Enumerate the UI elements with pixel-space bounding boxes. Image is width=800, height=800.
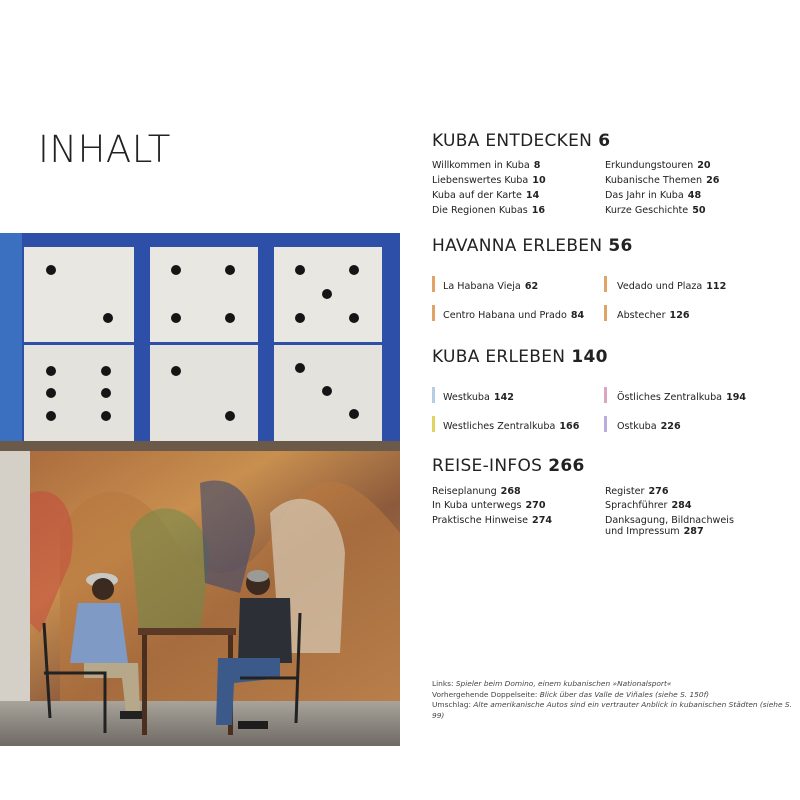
section-page: 56 — [608, 236, 633, 256]
section-page: 140 — [571, 347, 608, 367]
page-title: INHALT — [38, 128, 171, 171]
toc-entry[interactable]: Vedado und Plaza 112 — [617, 281, 727, 292]
toc-entry[interactable]: Kurze Geschichte 50 — [605, 205, 706, 216]
section-heading-kuba-erleben[interactable] — [432, 347, 608, 367]
toc-entry[interactable]: Liebenswertes Kuba 10 — [432, 175, 546, 186]
region-color-bar — [604, 416, 607, 432]
region-color-bar — [432, 305, 435, 321]
region-color-bar — [604, 276, 607, 292]
section-heading-kuba-entdecken[interactable] — [432, 131, 610, 151]
caption-line: Vorhergehende Doppelseite: Blick über das Valle de Viñales (siehe S. 150f) — [432, 689, 710, 699]
toc-entry[interactable]: Abstecher 126 — [617, 310, 690, 321]
region-color-bar — [432, 276, 435, 292]
section-page: 266 — [548, 456, 585, 476]
section-title: HAVANNA ERLEBEN — [432, 236, 603, 256]
toc-entry[interactable]: und Impressum 287 — [605, 526, 704, 537]
region-color-bar — [432, 387, 435, 403]
toc-entry[interactable]: Reiseplanung 268 — [432, 486, 521, 497]
section-page: 6 — [598, 131, 611, 151]
domino-photo — [0, 233, 400, 746]
region-color-bar — [432, 416, 435, 432]
photo-captions — [432, 679, 792, 721]
toc-entry[interactable]: Centro Habana und Prado 84 — [443, 310, 585, 321]
toc-entry[interactable]: Kubanische Themen 26 — [605, 175, 720, 186]
toc-entry[interactable]: Westliches Zentralkuba 166 — [443, 421, 580, 432]
toc-entry[interactable]: La Habana Vieja 62 — [443, 281, 539, 292]
caption-line: Links: Spieler beim Domino, einem kubanischen »Nationalsport« — [432, 679, 672, 688]
section-title: REISE-INFOS — [432, 456, 543, 476]
toc-entry[interactable]: Das Jahr in Kuba 48 — [605, 190, 702, 201]
region-color-bar — [604, 305, 607, 321]
section-heading-havanna-erleben[interactable] — [432, 236, 633, 256]
toc-entry[interactable]: Praktische Hinweise 274 — [432, 515, 553, 526]
section-title: KUBA ENTDECKEN — [432, 131, 593, 151]
section-heading-reise-infos[interactable] — [432, 456, 585, 476]
toc-entry[interactable]: Register 276 — [605, 486, 669, 497]
toc-entry[interactable]: Kuba auf der Karte 14 — [432, 190, 540, 201]
caption-line: Umschlag: Alte amerikanische Autos sind ein vertrauter Anblick in kubanischen Städten (siehe S. 99) — [432, 700, 792, 720]
toc-entry[interactable]: Erkundungstouren 20 — [605, 160, 711, 171]
toc-entry[interactable]: Westkuba 142 — [443, 392, 514, 403]
toc-entry[interactable]: Östliches Zentralkuba 194 — [617, 392, 747, 403]
toc-entry[interactable]: Die Regionen Kubas 16 — [432, 205, 546, 216]
toc-entry[interactable]: Danksagung, Bildnachweis — [605, 515, 734, 526]
toc-entry[interactable]: Willkommen in Kuba 8 — [432, 160, 541, 171]
region-color-bar — [604, 387, 607, 403]
section-title: KUBA ERLEBEN — [432, 347, 566, 367]
toc-entry[interactable]: In Kuba unterwegs 270 — [432, 500, 546, 511]
toc-entry[interactable]: Sprachführer 284 — [605, 500, 692, 511]
toc-entry[interactable]: Ostkuba 226 — [617, 421, 681, 432]
